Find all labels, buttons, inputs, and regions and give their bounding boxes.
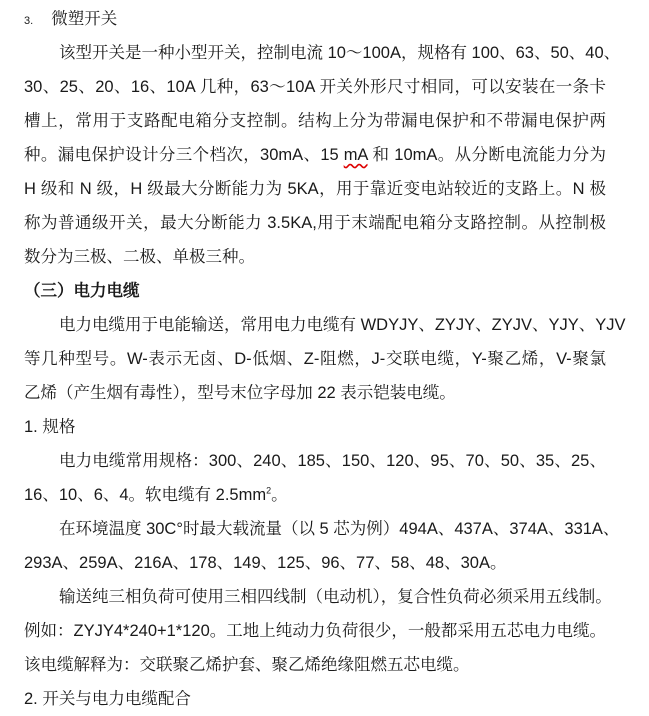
paragraph-line: 293A、259A、216A、178、149、125、96、77、58、48、30A。 (24, 554, 507, 572)
paragraph-line: 等几种型号。W-表示无卤、D-低烟、Z-阻燃，J-交联电缆，Y-聚乙烯，V-聚氯 (24, 350, 606, 368)
paragraph-line: 该电缆解释为：交联聚乙烯护套、聚乙烯绝缘阻燃五芯电缆。 (24, 656, 470, 674)
paragraph-line: 输送纯三相负荷可使用三相四线制（电动机），复合性负荷必须采用五线制。 (59, 588, 612, 606)
spellcheck-mark: mA (343, 146, 368, 164)
paragraph-line: 槽上，常用于支路配电箱分支控制。结构上分为带漏电保护和不带漏电保护两 (24, 112, 606, 130)
paragraph-line: 30、25、20、16、10A 几种，63～10A 开关外形尺寸相同，可以安装在一条卡 (24, 78, 606, 96)
paragraph-line: 16、10、6、4。软电缆有 $2.5mm^2$。 (24, 485, 288, 504)
document-body (24, 2, 626, 716)
paragraph-line: 电力电缆用于电能输送，常用电力电缆有 WDYJY、ZYJY、ZYJV、YJY、YJV (59, 316, 626, 334)
paragraph-line: 在环境温度 30C°时最大载流量（以 5 芯为例）494A、437A、374A、331A、 (59, 520, 620, 538)
paragraph-line: 称为普通级开关，最大分断能力 3.5KA,用于末端配电箱分支路控制。从控制极 (24, 214, 606, 232)
paragraph-line: 乙烯（产生烟有毒性），型号末位字母加 22 表示铠装电缆。 (24, 384, 456, 402)
paragraph-line: 电力电缆常用规格：300、240、185、150、120、95、70、50、35、25、 (59, 452, 606, 470)
paragraph-line: 数分为三极、二极、单极三种。 (24, 248, 255, 266)
paragraph-line: 种。漏电保护设计分三个档次，30mA、15 mA 和 10mA。从分断电流能力分为 (24, 146, 606, 164)
paragraph-line: 该型开关是一种小型开关，控制电流 10～100A，规格有 100、63、50、40、 (59, 44, 621, 62)
item-heading-specs: 1. 规格 (24, 418, 76, 436)
section-heading-power-cable: （三）电力电缆 (24, 282, 140, 300)
paragraph-line: 例如：ZYJY4*240+1*120。工地上纯动力负荷很少，一般都采用五芯电力电缆。 (24, 622, 606, 640)
item-heading-switch-cable: 2. 开关与电力电缆配合 (24, 690, 191, 708)
section-heading-3: 3. 微塑开关 (24, 10, 118, 28)
paragraph-line: H 级和 N 级，H 级最大分断能力为 5KA，用于靠近变电站较近的支路上。N 极 (24, 180, 606, 198)
